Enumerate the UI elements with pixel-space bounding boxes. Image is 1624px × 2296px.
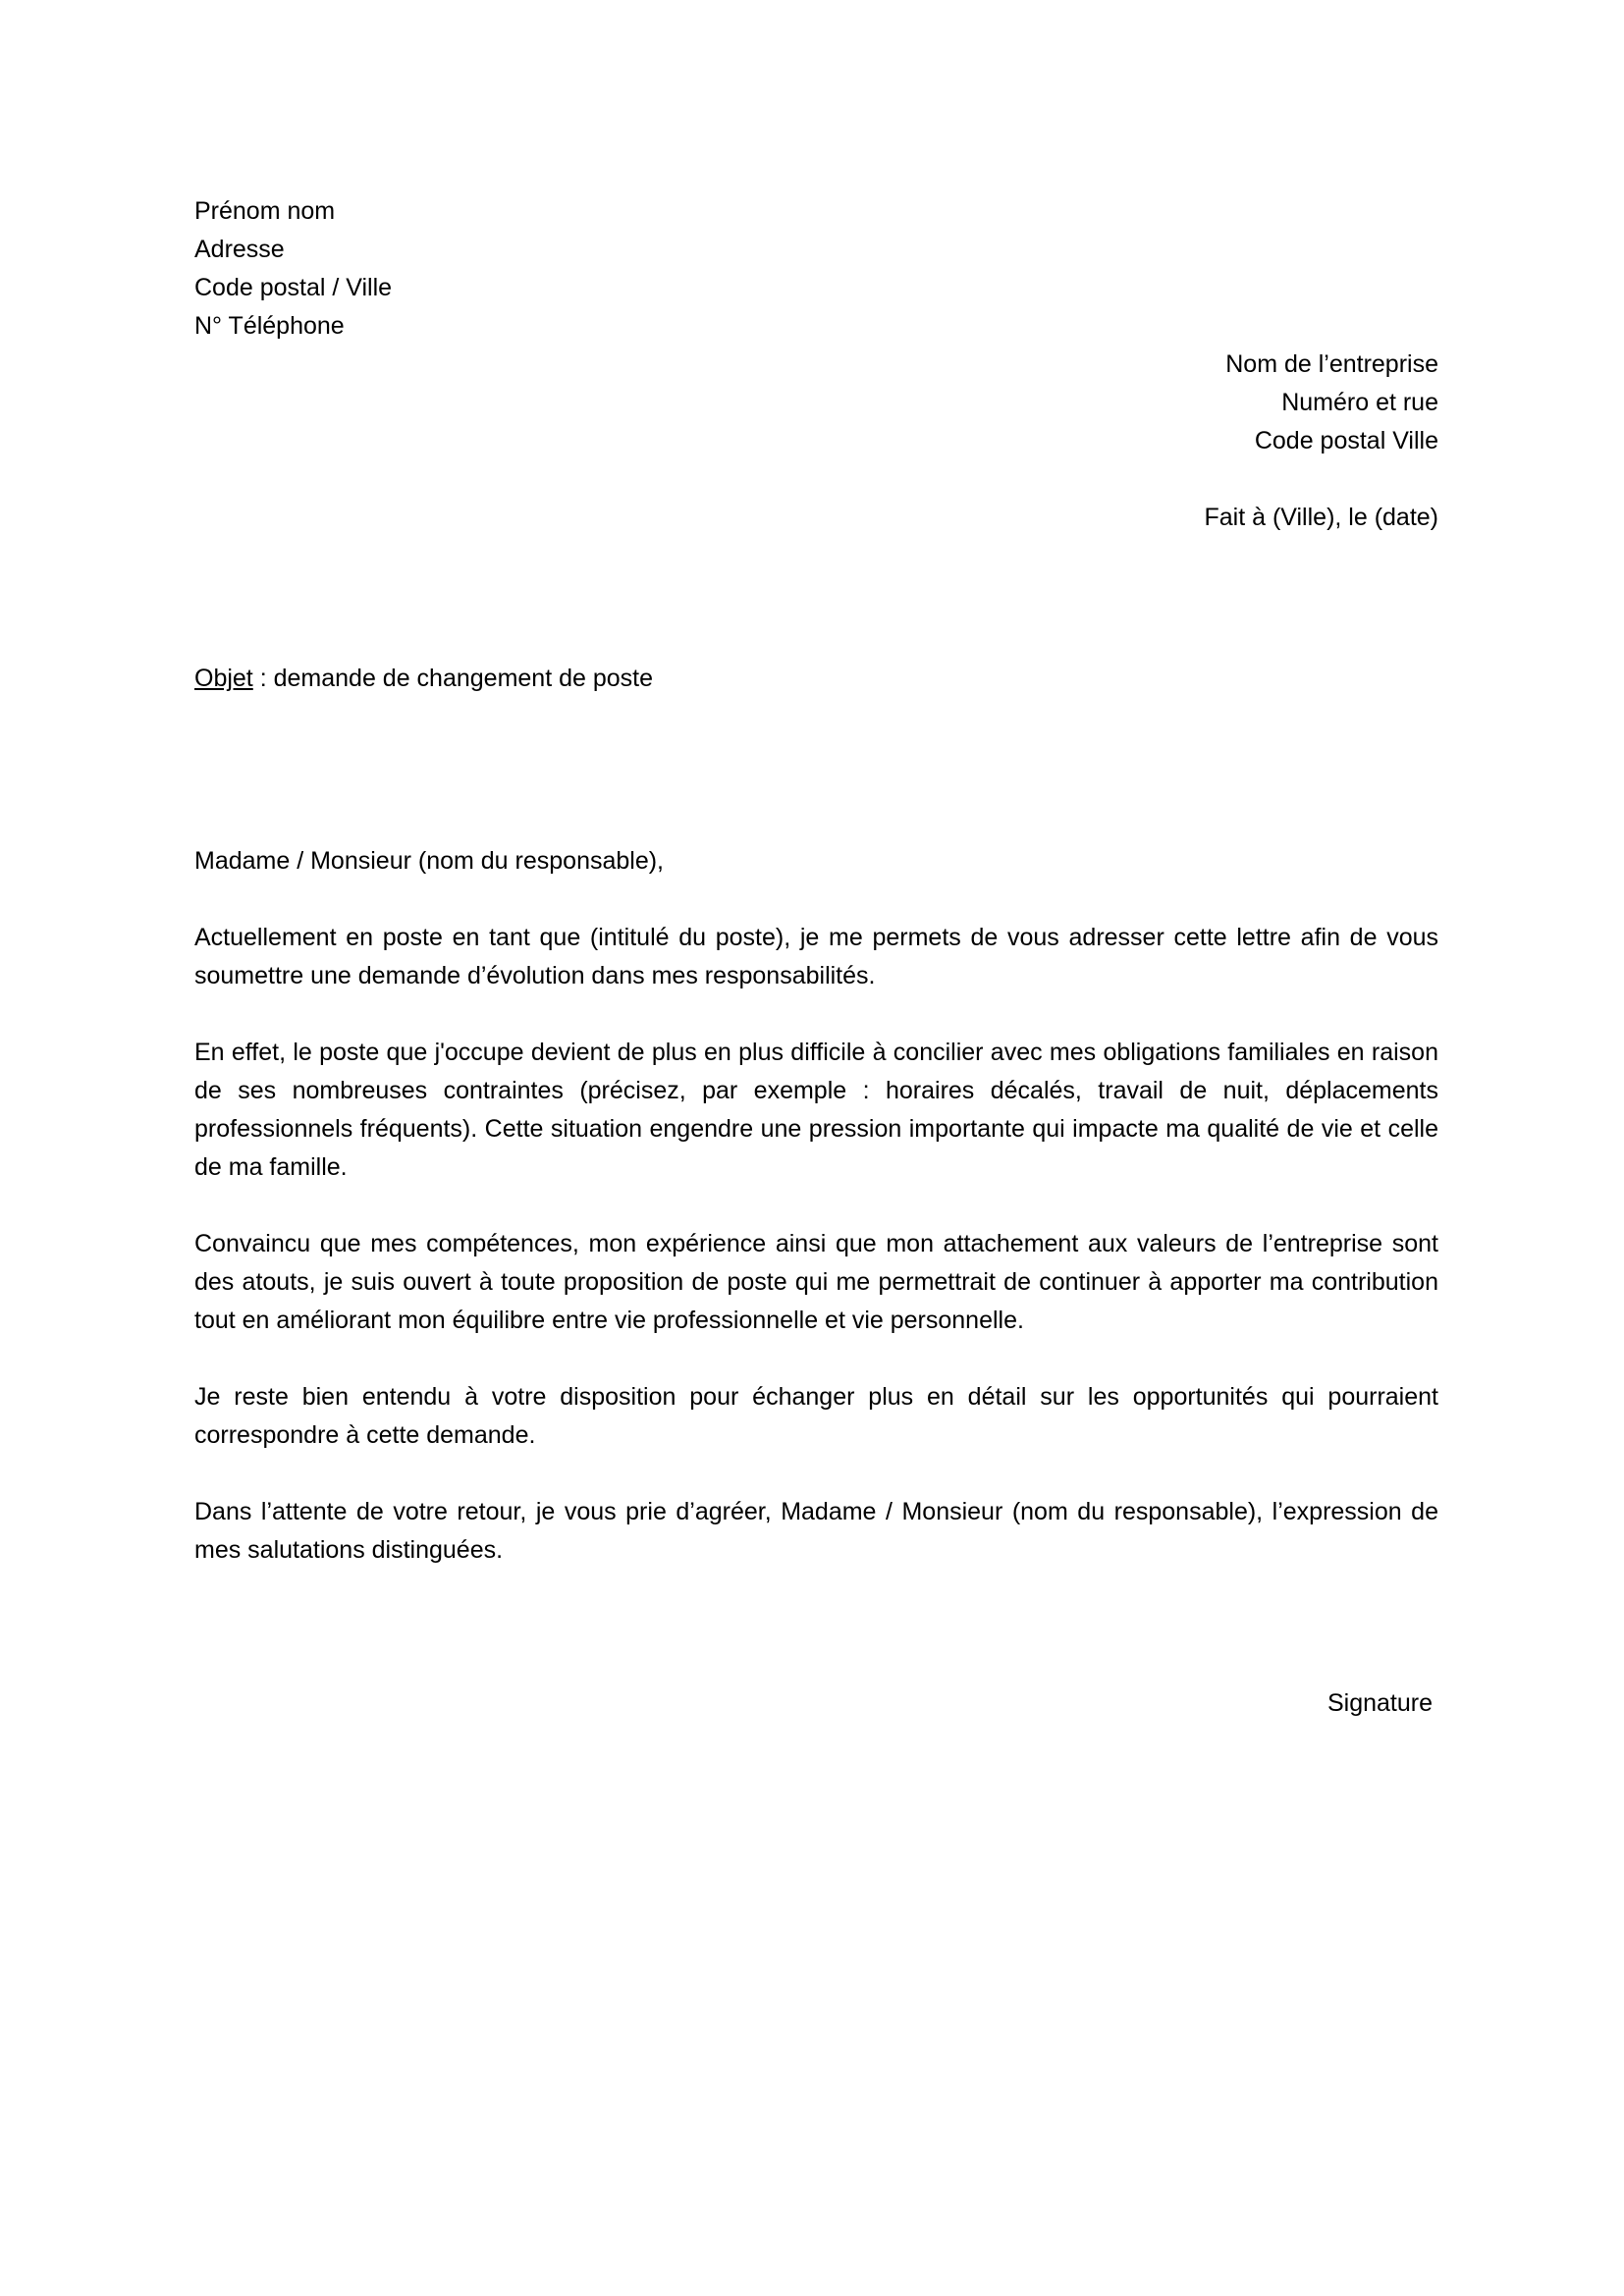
paragraph-3: Convaincu que mes compétences, mon expérience ainsi que mon attachement aux valeurs de l’entreprise sont des atouts, je suis ouvert à toute proposition de poste qui me permettrait de continuer à apporter ma contribution tout en améliorant mon équilibre entre vie professionnelle et vie personnelle. (194, 1230, 1438, 1334)
recipient-company: Nom de l’entreprise (1225, 350, 1438, 378)
paragraph-4: Je reste bien entendu à votre disposition pour échanger plus en détail sur les opportunités qui pourraient correspondre à cette demande. (194, 1383, 1438, 1449)
sender-block (194, 192, 392, 346)
sender-city: Code postal / Ville (194, 274, 393, 301)
date-line: Fait à (Ville), le (date) (1204, 504, 1438, 531)
recipient-street: Numéro et rue (1281, 389, 1438, 416)
paragraph-1: Actuellement en poste en tant que (intitulé du poste), je me permets de vous adresser cette lettre afin de vous soumettre une demande d’évolution dans mes responsabilités. (194, 924, 1438, 989)
greeting: Madame / Monsieur (nom du responsable), (194, 847, 665, 875)
subject-line (194, 660, 653, 698)
letter-body (194, 842, 1438, 1608)
recipient-block (1225, 346, 1438, 460)
sender-phone: N° Téléphone (194, 312, 345, 340)
subject-separator: : (252, 665, 274, 692)
subject-text: demande de changement de poste (273, 665, 654, 692)
signature: Signature (1326, 1689, 1433, 1717)
recipient-city: Code postal Ville (1254, 427, 1438, 454)
paragraph-2: En effet, le poste que j'occupe devient de plus en plus difficile à concilier avec mes obligations familiales en raison de ses nombreuses contraintes (précisez, par exemple : horaires décalés, travail de nuit, déplacements professionnels fréquents). Cette situation engendre une pression importante qui impacte ma qualité de vie et celle de ma famille. (194, 1039, 1438, 1181)
sender-address: Adresse (194, 236, 285, 263)
paragraph-5: Dans l’attente de votre retour, je vous prie d’agréer, Madame / Monsieur (nom du responsable), l’expression de mes salutations distinguées. (194, 1498, 1438, 1564)
sender-name: Prénom nom (194, 197, 336, 225)
subject-label: Objet (194, 665, 253, 692)
